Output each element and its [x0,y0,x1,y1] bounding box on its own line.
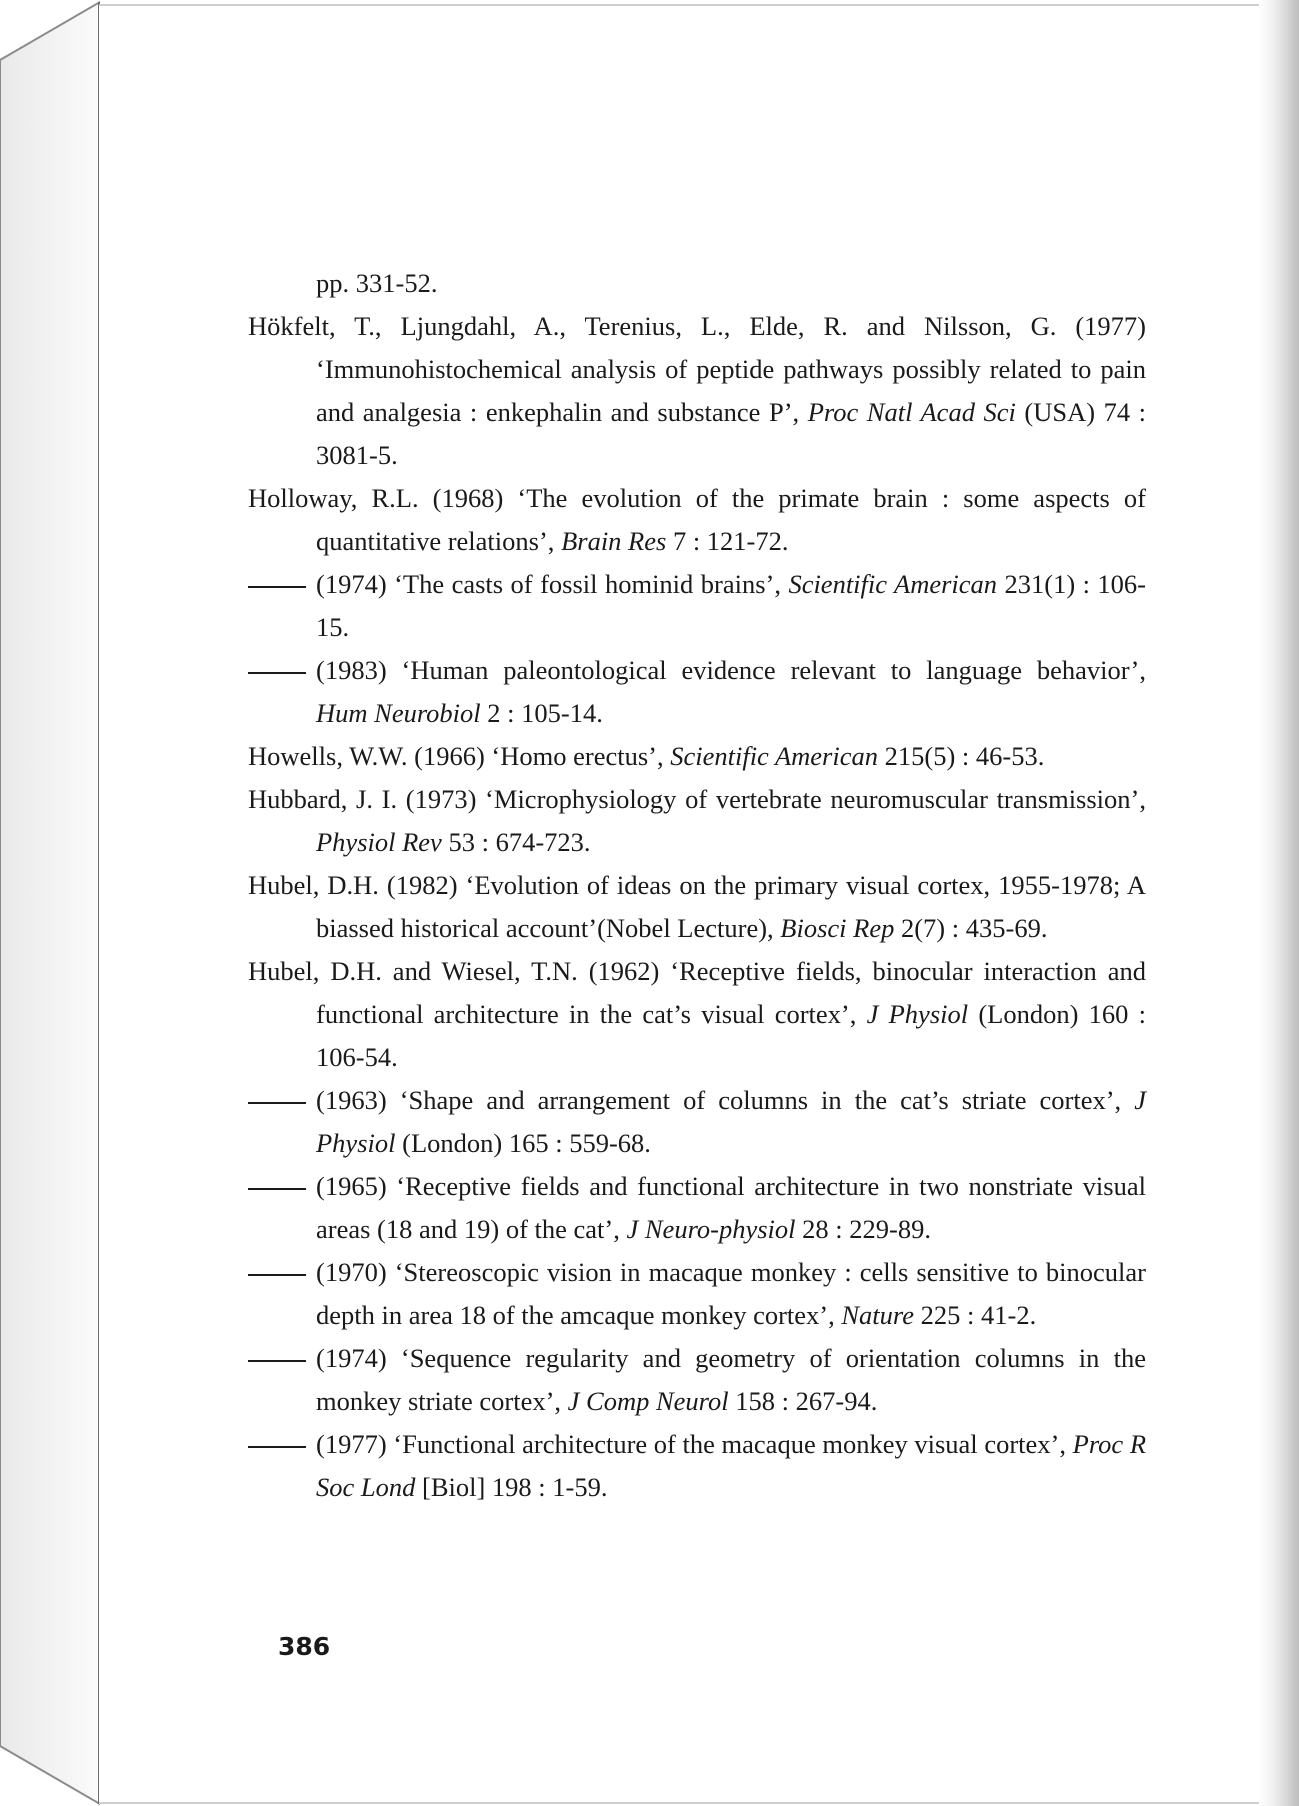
reference-authors: Hubel, D.H. and Wiesel, T.N. (1962) ‘Receptive fields, binocular interaction and functional architecture in the cat’s visual cortex’, [248,956,1146,1029]
reference-authors: Hubel, D.H. (1982) ‘Evolution of ideas on the primary visual cortex, 1955-1978; A biassed historical account’(Nobel Lecture), [248,870,1146,943]
reference-entry [248,778,1146,864]
reference-journal: Biosci Rep [780,913,895,943]
reference-journal: Scientific American [788,569,998,599]
reference-entry [248,262,1146,305]
reference-authors: (1970) ‘Stereoscopic vision in macaque monkey : cells sensitive to binocular depth in area 18 of the amcaque monkey cortex’, [316,1257,1146,1330]
reference-citation: 225 : 41-2. [920,1300,1037,1330]
reference-journal: Hum Neurobiol [316,698,481,728]
reference-authors: (1974) ‘Sequence regularity and geometry of orientation columns in the monkey striate cortex’, [316,1343,1146,1416]
reference-authors: Holloway, R.L. (1968) ‘The evolution of the primate brain : some aspects of quantitative relations’, [248,483,1146,556]
book-spine-shape [0,0,100,1806]
book-spine [0,0,100,1806]
reference-entry [248,563,1146,649]
page-edge-shadow [1259,0,1299,1806]
reference-authors: Hökfelt, T., Ljungdahl, A., Terenius, L., Elde, R. and Nilsson, G. (1977) ‘Immunohistochemical analysis of peptide pathways possibly related to pain and analgesia : enkephalin and substance P’, [248,311,1146,427]
reference-text: pp. 331-52. [316,268,438,298]
reference-citation: [Biol] 198 : 1-59. [422,1472,608,1502]
reference-entry [248,649,1146,735]
reference-entry [248,950,1146,1079]
reference-entry [248,1337,1146,1423]
reference-journal: Proc Natl Acad Sci [807,397,1016,427]
reference-entry [248,864,1146,950]
reference-authors: (1977) ‘Functional architecture of the macaque monkey visual cortex’, [316,1429,1066,1459]
reference-citation: (USA) 74 : 3081-5. [316,397,1147,470]
ditto-dash [248,1360,306,1362]
reference-entry [248,477,1146,563]
reference-authors: (1974) ‘The casts of fossil hominid brains’, [316,569,781,599]
ditto-dash [248,1274,306,1276]
reference-journal: J Physiol [866,999,969,1029]
reference-citation: 2 : 105-14. [487,698,603,728]
ditto-dash [248,1102,306,1104]
reference-authors: Hubbard, J. I. (1973) ‘Microphysiology of vertebrate neuromuscular transmission’, [248,784,1146,814]
reference-entry [248,1251,1146,1337]
reference-authors: (1965) ‘Receptive fields and functional architecture in two nonstriate visual areas (18 and 19) of the cat’, [316,1171,1146,1244]
reference-journal: J Physiol [316,1085,1146,1158]
reference-citation: 215(5) : 46-53. [884,741,1045,771]
reference-entry [248,735,1146,778]
reference-citation: 158 : 267-94. [735,1386,878,1416]
reference-entry [248,1079,1146,1165]
reference-citation: (London) 165 : 559-68. [402,1128,651,1158]
reference-authors: (1983) ‘Human paleontological evidence relevant to language behavior’, [316,655,1146,685]
ditto-dash [248,672,306,674]
reference-journal: J Neuro-physiol [626,1214,796,1244]
reference-entry [248,1423,1146,1509]
reference-citation: 28 : 229-89. [802,1214,931,1244]
reference-citation: 2(7) : 435-69. [900,913,1048,943]
reference-journal: Physiol Rev [316,827,442,857]
ditto-dash [248,586,306,588]
page-number: 386 [278,1632,331,1661]
ditto-dash [248,1188,306,1190]
reference-citation: (London) 160 : 106-54. [316,999,1147,1072]
reference-citation: 7 : 121-72. [672,526,789,556]
reference-citation: 231(1) : 106-15. [316,569,1147,642]
reference-authors: (1963) ‘Shape and arrangement of columns in the cat’s striate cortex’, [316,1085,1122,1115]
reference-authors: Howells, W.W. (1966) ‘Homo erectus’, [248,741,664,771]
reference-entry [248,305,1146,477]
reference-citation: 53 : 674-723. [448,827,591,857]
reference-journal: Nature [841,1300,915,1330]
reference-list [248,262,1146,1509]
reference-journal: Scientific American [670,741,878,771]
ditto-dash [248,1446,306,1448]
reference-journal: Brain Res [561,526,667,556]
reference-journal: J Comp Neurol [567,1386,729,1416]
reference-journal: Proc R Soc Lond [316,1429,1147,1502]
reference-entry [248,1165,1146,1251]
